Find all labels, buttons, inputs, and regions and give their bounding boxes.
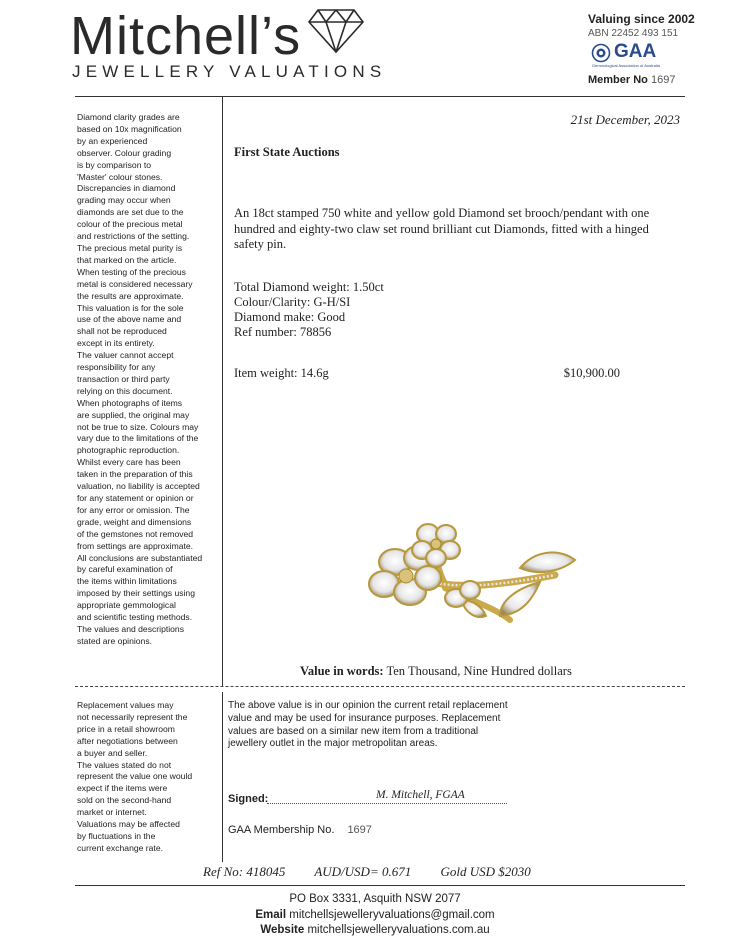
footer-website	[0, 924, 750, 936]
disclaimer-line: When photographs of items	[77, 397, 183, 408]
disclaimer-line: colour of the precious metal	[77, 219, 183, 230]
disclaimer-line: The values and descriptions	[77, 623, 185, 634]
disclaimer-line: The values stated do not	[77, 759, 172, 770]
disclaimer-line: a buyer and seller.	[77, 747, 148, 758]
total-diamond-weight: Total Diamond weight: 1.50ct	[234, 280, 384, 294]
disclaimer-line: Diamond clarity grades are	[77, 112, 180, 122]
disclaimer-line: shall not be reproduced	[77, 326, 167, 337]
disclaimer-line: observer. Colour grading	[77, 147, 172, 158]
gaa-membership	[228, 824, 372, 836]
disclaimer-line: expect if the items were	[77, 783, 168, 794]
disclaimer-line: responsibility for any	[77, 362, 156, 373]
abn-number: ABN 22452 493 151	[588, 28, 679, 39]
disclaimer-line: from settings are approximate.	[77, 540, 194, 551]
disclaimer-line: after negotiations between	[77, 735, 178, 746]
disclaimer-line: Whilst every care has been	[77, 457, 181, 468]
footer-email-value[interactable]: mitchellsjewelleryvaluations@gmail.com	[289, 909, 495, 921]
exchange-rate: AUD/USD= 0.671	[314, 864, 412, 879]
valuation-price: $10,900.00	[563, 366, 620, 380]
disclaimer-line: not be true to size. Colours may	[77, 421, 199, 432]
disclaimer-line: relying on this document.	[77, 385, 173, 396]
colour-clarity: Colour/Clarity: G-H/SI	[234, 295, 351, 309]
disclaimer-line: of the gemstones not removed	[77, 528, 194, 539]
gaa-seal-icon	[591, 43, 611, 63]
ref-number: Ref number: 78856	[234, 325, 332, 339]
disclaimer-line: When testing of the precious	[77, 266, 186, 277]
diamond-logo-icon	[306, 6, 366, 56]
disclaimer-left	[77, 112, 221, 648]
disclaimer-line: by fluctuations in the	[77, 830, 156, 841]
disclaimer-line: The precious metal purity is	[77, 242, 183, 253]
disclaimer-line: The valuer cannot accept	[77, 350, 174, 361]
disclaimer-line: are supplied, the original may	[77, 409, 190, 420]
reference-row	[203, 864, 557, 880]
document-date: 21st December, 2023	[570, 112, 680, 127]
footer-address: PO Box 3331, Asquith NSW 2077	[289, 893, 461, 905]
disclaimer-line: not necessarily represent the	[77, 711, 188, 722]
disclaimer-line: current exchange rate.	[77, 842, 163, 853]
disclaimer-line: grade, weight and dimensions	[77, 516, 192, 527]
disclaimer-line: diamonds are set due to the	[77, 207, 184, 218]
disclaimer-bottom	[77, 700, 217, 855]
header-divider	[75, 96, 685, 97]
disclaimer-line: photographic reproduction.	[77, 445, 180, 456]
disclaimer-line: by careful examination of	[77, 564, 173, 575]
member-label: Member No	[588, 74, 648, 86]
disclaimer-line: valuation, no liability is accepted	[77, 481, 200, 492]
disclaimer-line: represent the value one would	[77, 771, 193, 782]
brand-subtitle: JEWELLERY VALUATIONS	[72, 62, 387, 81]
disclaimer-line: 'Master' colour stones.	[77, 171, 163, 182]
disclaimer-line: All conclusions are substantiated	[77, 552, 203, 563]
disclaimer-line: stated are opinions.	[77, 635, 153, 646]
recipient-name: First State Auctions	[234, 145, 340, 159]
footer-email-label: Email	[255, 909, 287, 921]
item-description: An 18ct stamped 750 white and yellow gold Diamond set brooch/pendant with one hundred and eighty-two claw set round brilliant cut Diamonds, fitted with a hinged safety pin.	[234, 206, 650, 251]
signature-line	[267, 803, 507, 804]
value-in-words-label: Value in words:	[300, 664, 384, 678]
signed-label: Signed:	[228, 793, 269, 805]
value-in-words-text: Ten Thousand, Nine Hundred dollars	[386, 664, 572, 678]
disclaimer-line: and restrictions of the setting.	[77, 231, 190, 242]
disclaimer-line: for any error or omission. The	[77, 504, 190, 515]
disclaimer-line: the results are approximate.	[77, 290, 184, 301]
gaa-logo-text: GAA	[614, 41, 657, 62]
value-in-words	[300, 664, 572, 679]
disclaimer-line: Discrepancies in diamond	[77, 183, 176, 194]
disclaimer-line: based on 10x magnification	[77, 123, 182, 134]
footer-website-value[interactable]: mitchellsjewelleryvaluations.com.au	[307, 924, 490, 936]
disclaimer-line: the items within limitations	[77, 576, 177, 587]
gaa-logo-subtext: Gemmological Association of Australia	[592, 64, 660, 68]
disclaimer-line: transaction or third party	[77, 373, 170, 384]
disclaimer-line: sold on the second-hand	[77, 795, 172, 806]
replacement-value-note: The above value is in our opinion the current retail replacement value and may be used for insurance purposes. Replacement values are based on a similar new item from a traditional jewellery outlet in the major metropolitan areas.	[228, 700, 508, 750]
brooch-photo	[360, 520, 610, 660]
disclaimer-line: by an experienced	[77, 135, 148, 146]
footer-email	[0, 909, 750, 921]
disclaimer-line: use of the above name and	[77, 314, 182, 325]
sidebar-divider	[222, 96, 223, 686]
disclaimer-line: vary due to the limitations of the	[77, 433, 199, 444]
section-dashed-divider	[75, 686, 685, 687]
disclaimer-line: market or internet.	[77, 807, 147, 818]
disclaimer-line: except in its entirety.	[77, 338, 155, 349]
diamond-make: Diamond make: Good	[234, 310, 346, 324]
brand-name: Mitchell’s	[70, 6, 302, 66]
gold-price: Gold USD $2030	[440, 864, 531, 879]
valuing-since: Valuing since 2002	[588, 12, 695, 26]
member-number	[588, 74, 675, 86]
gaa-membership-number: 1697	[347, 824, 372, 836]
disclaimer-line: metal is considered necessary	[77, 278, 193, 289]
disclaimer-line: for any statement or opinion or	[77, 493, 194, 503]
disclaimer-line: that marked on the article.	[77, 254, 177, 265]
disclaimer-line: Replacement values may	[77, 700, 174, 710]
disclaimer-line: Valuations may be affected	[77, 819, 180, 830]
disclaimer-line: price in a retail showroom	[77, 723, 175, 734]
item-weight: Item weight: 14.6g	[234, 366, 329, 380]
disclaimer-line: and scientific testing methods.	[77, 612, 193, 623]
footer-website-label: Website	[260, 924, 305, 936]
disclaimer-line: This valuation is for the sole	[77, 302, 184, 313]
gaa-membership-label: GAA Membership No.	[228, 824, 335, 836]
disclaimer-line: grading may occur when	[77, 195, 171, 206]
disclaimer-line: taken in the preparation of this	[77, 469, 193, 480]
diamond-details	[234, 280, 384, 340]
ref-no: Ref No: 418045	[203, 864, 286, 879]
sidebar-divider-lower	[222, 692, 223, 862]
disclaimer-line: imposed by their settings using	[77, 588, 195, 599]
disclaimer-line: appropriate gemmological	[77, 600, 176, 611]
footer-divider	[75, 885, 685, 886]
member-value: 1697	[650, 74, 676, 86]
signatory-name: M. Mitchell, FGAA	[376, 789, 465, 801]
disclaimer-line: is by comparison to	[77, 159, 152, 170]
